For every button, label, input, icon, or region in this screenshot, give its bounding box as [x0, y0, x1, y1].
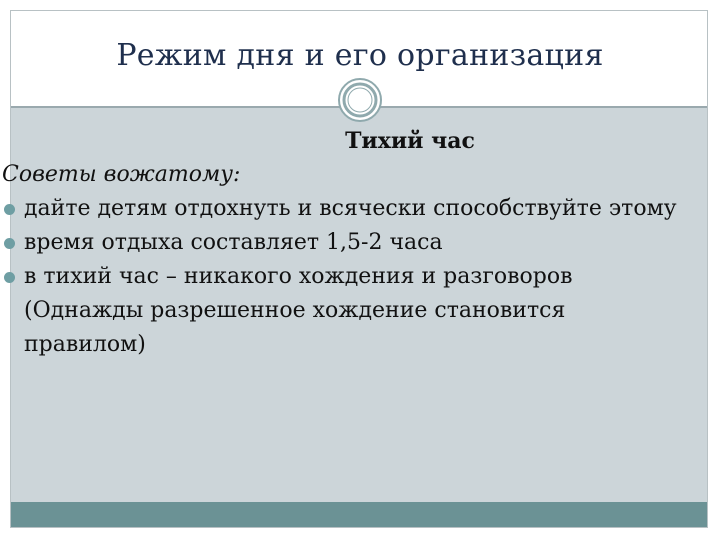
bullet-dot-icon: [4, 272, 15, 283]
footer-band: [11, 502, 707, 527]
circle-ornament-icon: [337, 77, 383, 123]
bullet-list: [24, 192, 690, 362]
bullet-item: [2, 260, 690, 362]
slide-subtitle: Тихий час: [345, 128, 475, 154]
bullet-item: [2, 226, 690, 260]
slide-title: Режим дня и его организация: [116, 38, 604, 73]
lead-text: Советы вожатому:: [2, 162, 241, 187]
bullet-text: в тихий час – никакого хождения и разговоров (Однажды разрешенное хождение становится правилом): [24, 264, 573, 357]
slide-content: [2, 124, 690, 362]
bullet-dot-icon: [4, 204, 15, 215]
bullet-text: дайте детям отдохнуть и всячески способствуйте этому: [24, 196, 677, 221]
bullet-item: [2, 192, 690, 226]
bullet-dot-icon: [4, 238, 15, 249]
bullet-text: время отдыха составляет 1,5-2 часа: [24, 230, 443, 255]
